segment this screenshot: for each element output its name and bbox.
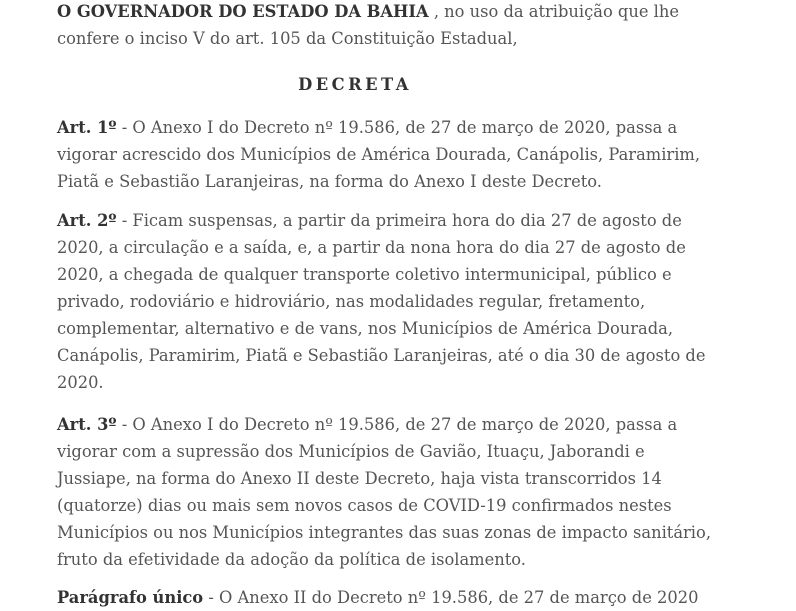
article-1-text: - O Anexo I do Decreto nº 19.586, de 27 de março de 2020, passa a vigorar acrescido dos Municípios de América Dourada, Canápolis, Paramirim, Piatã e Sebastião Laranjeiras, na forma do Anexo I deste Decreto. [57,118,701,191]
governor-title: O GOVERNADOR DO ESTADO DA BAHIA [57,2,429,21]
preamble-text: , no uso da atribuição que lhe confere o inciso V do art. 105 da Constituição Estadual, [57,2,679,48]
article-1 [57,114,717,195]
paragrafo-unico-text: - O Anexo II do Decreto nº 19.586, de 27 de março de 2020 [203,588,699,607]
paragrafo-unico-label: Parágrafo único [57,588,204,607]
article-3-text: - O Anexo I do Decreto nº 19.586, de 27 de março de 2020, passa a vigorar com a supressão dos Municípios de Gavião, Ituaçu, Jaborandi e Jussiape, na forma do Anexo II deste Decreto, haja vista transcorridos 14 (quatorze) dias ou mais sem novos casos de COVID-19 confirmados nestes Municípios ou nos Municípios integrantes das suas zonas de impacto sanitário, fruto da efetividade da adoção da política de isolamento. [57,415,711,569]
article-3-label: Art. 3º [57,415,117,434]
preamble [57,0,717,52]
article-2 [57,207,717,396]
article-3 [57,411,717,573]
decreta-heading: DECRETA [298,75,412,94]
article-2-label: Art. 2º [57,211,117,230]
paragrafo-unico [57,584,717,611]
article-1-label: Art. 1º [57,118,117,137]
article-2-text: - Ficam suspensas, a partir da primeira hora do dia 27 de agosto de 2020, a circulação e a saída, e, a partir da nona hora do dia 27 de agosto de 2020, a chegada de qualquer transporte coletivo intermunicipal, público e privado, rodoviário e hidroviário, nas modalidades regular, fretamento, complementar, alternativo e de vans, nos Municípios de América Dourada, Canápolis, Paramirim, Piatã e Sebastião Laranjeiras, até o dia 30 de agosto de 2020. [57,211,706,392]
